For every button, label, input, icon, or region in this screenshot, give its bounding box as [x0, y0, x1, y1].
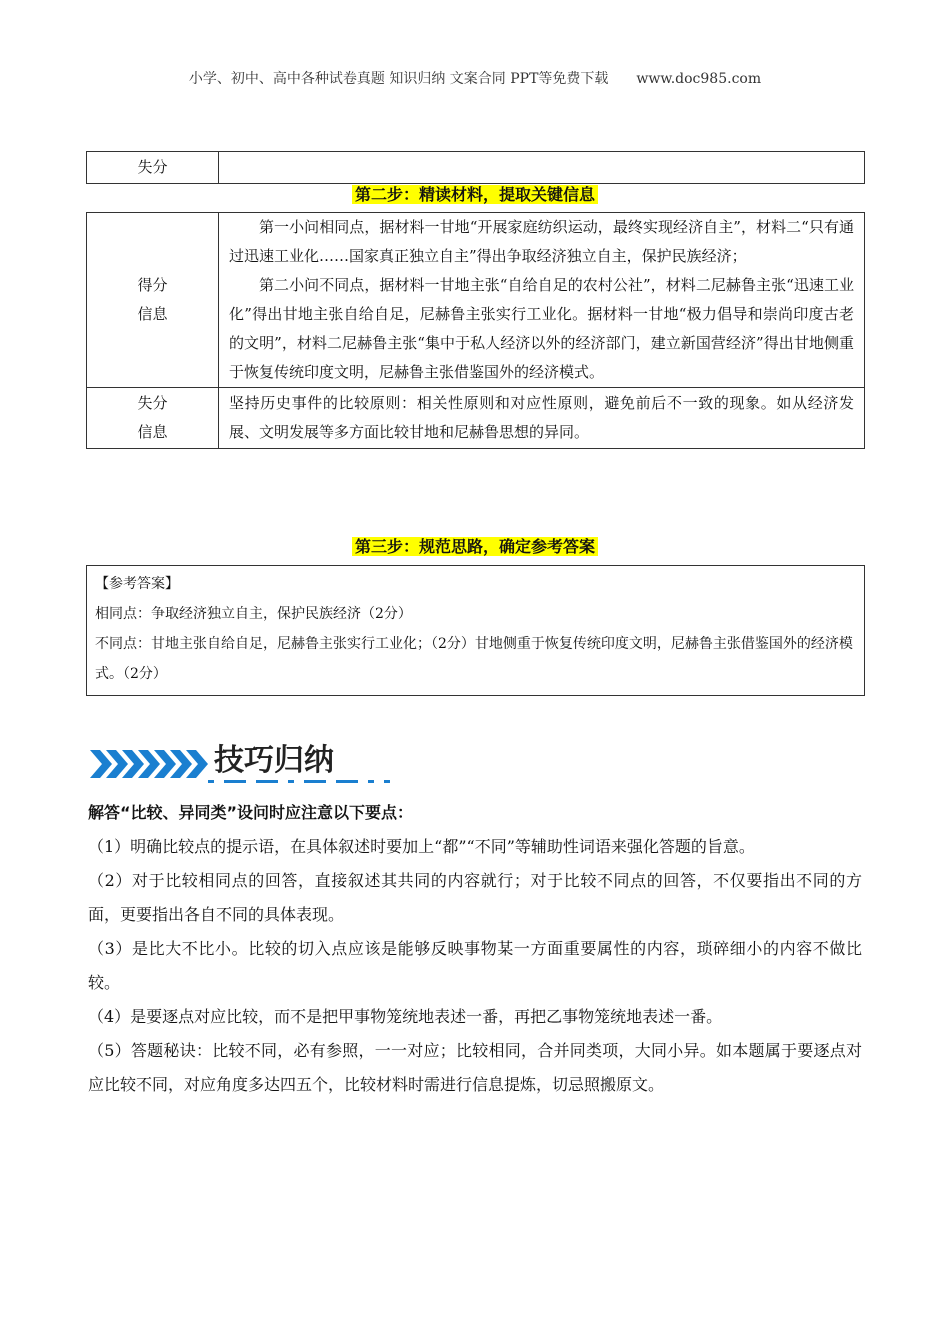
loss-label: 失分 [137, 158, 168, 176]
answer-line-1: 相同点：争取经济独立自主，保护民族经济（2分） [95, 606, 412, 622]
tip-item: （3）是比大不比小。比较的切入点应该是能够反映事物某一方面重要属性的内容，琐碎细小的内容不做比较。 [88, 939, 862, 992]
loss-info-label-1: 失分 [137, 394, 168, 412]
score-content-cell [219, 213, 865, 388]
loss-label-cell [87, 152, 219, 184]
tip-item: （1）明确比较点的提示语，在具体叙述时要加上“都”“不同”等辅助性词语来强化答题的旨意。 [88, 837, 755, 856]
step-three-text: 第三步：规范思路，确定参考答案 [352, 537, 598, 556]
score-paragraph-2: 第二小问不同点，据材料一甘地主张“自给自足的农村公社”，材料二尼赫鲁主张“迅速工业化”得出甘地主张自给自足，尼赫鲁主张实行工业化。据材料一甘地“极力倡导和崇尚印度古老的文明”，材料二尼赫鲁主张“集中于私人经济以外的经济部门，建立新国营经济”得出甘地侧重于恢复传统印度文明，尼赫鲁主张借鉴国外的经济模式。 [229, 276, 854, 381]
info-table [86, 212, 865, 449]
step-two-text: 第二步：精读材料，提取关键信息 [352, 185, 598, 204]
header-site[interactable]: www.doc985.com [636, 71, 762, 87]
score-paragraph-1: 第一小问相同点，据材料一甘地“开展家庭纺织运动，最终实现经济自主”，材料二“只有通过迅速工业化……国家真正独立自主”得出争取经济独立自主，保护民族经济； [229, 218, 854, 265]
score-label-2: 信息 [137, 305, 168, 323]
tip-item: （5）答题秘诀：比较不同，必有参照，一一对应；比较相同，合并同类项，大同小异。如本题属于要逐点对应比较不同，对应角度多达四五个，比较材料时需进行信息提炼，切忌照搬原文。 [88, 1041, 862, 1094]
reference-answer-box [86, 565, 865, 696]
tips-banner [90, 730, 400, 786]
banner-dash-line [208, 780, 390, 783]
chevron-arrows-icon [90, 750, 208, 778]
tips-heading: 解答“比较、异同类”设问时应注意以下要点： [88, 803, 414, 822]
tips-list [88, 830, 862, 1102]
loss-info-text: 坚持历史事件的比较原则：相关性原则和对应性原则，避免前后不一致的现象。如从经济发展、文明发展等多方面比较甘地和尼赫鲁思想的异同。 [229, 394, 854, 441]
tip-item: （4）是要逐点对应比较，而不是把甲事物笼统地表述一番，再把乙事物笼统地表述一番。 [88, 1007, 723, 1026]
answer-line-2: 不同点：甘地主张自给自足，尼赫鲁主张实行工业化；（2分）甘地侧重于恢复传统印度文明，尼赫鲁主张借鉴国外的经济模式。（2分） [95, 636, 853, 682]
tip-item: （2）对于比较相同点的回答，直接叙述其共同的内容就行；对于比较不同点的回答，不仅要指出不同的方面，更要指出各自不同的具体表现。 [88, 871, 862, 924]
step-two-title [0, 182, 950, 205]
loss-info-label-cell [87, 388, 219, 449]
banner-title: 技巧归纳 [214, 743, 334, 778]
step-three-title [0, 534, 950, 557]
header-text: 小学、初中、高中各种试卷真题 知识归纳 文案合同 PPT等免费下载 [188, 71, 609, 87]
page-header [0, 68, 950, 88]
loss-content-cell [219, 152, 865, 184]
loss-info-label-2: 信息 [137, 423, 168, 441]
loss-table-top [86, 151, 865, 184]
loss-info-content-cell [219, 388, 865, 449]
score-label-1: 得分 [137, 276, 168, 294]
answer-heading: 【参考答案】 [95, 576, 179, 592]
score-label-cell [87, 213, 219, 388]
